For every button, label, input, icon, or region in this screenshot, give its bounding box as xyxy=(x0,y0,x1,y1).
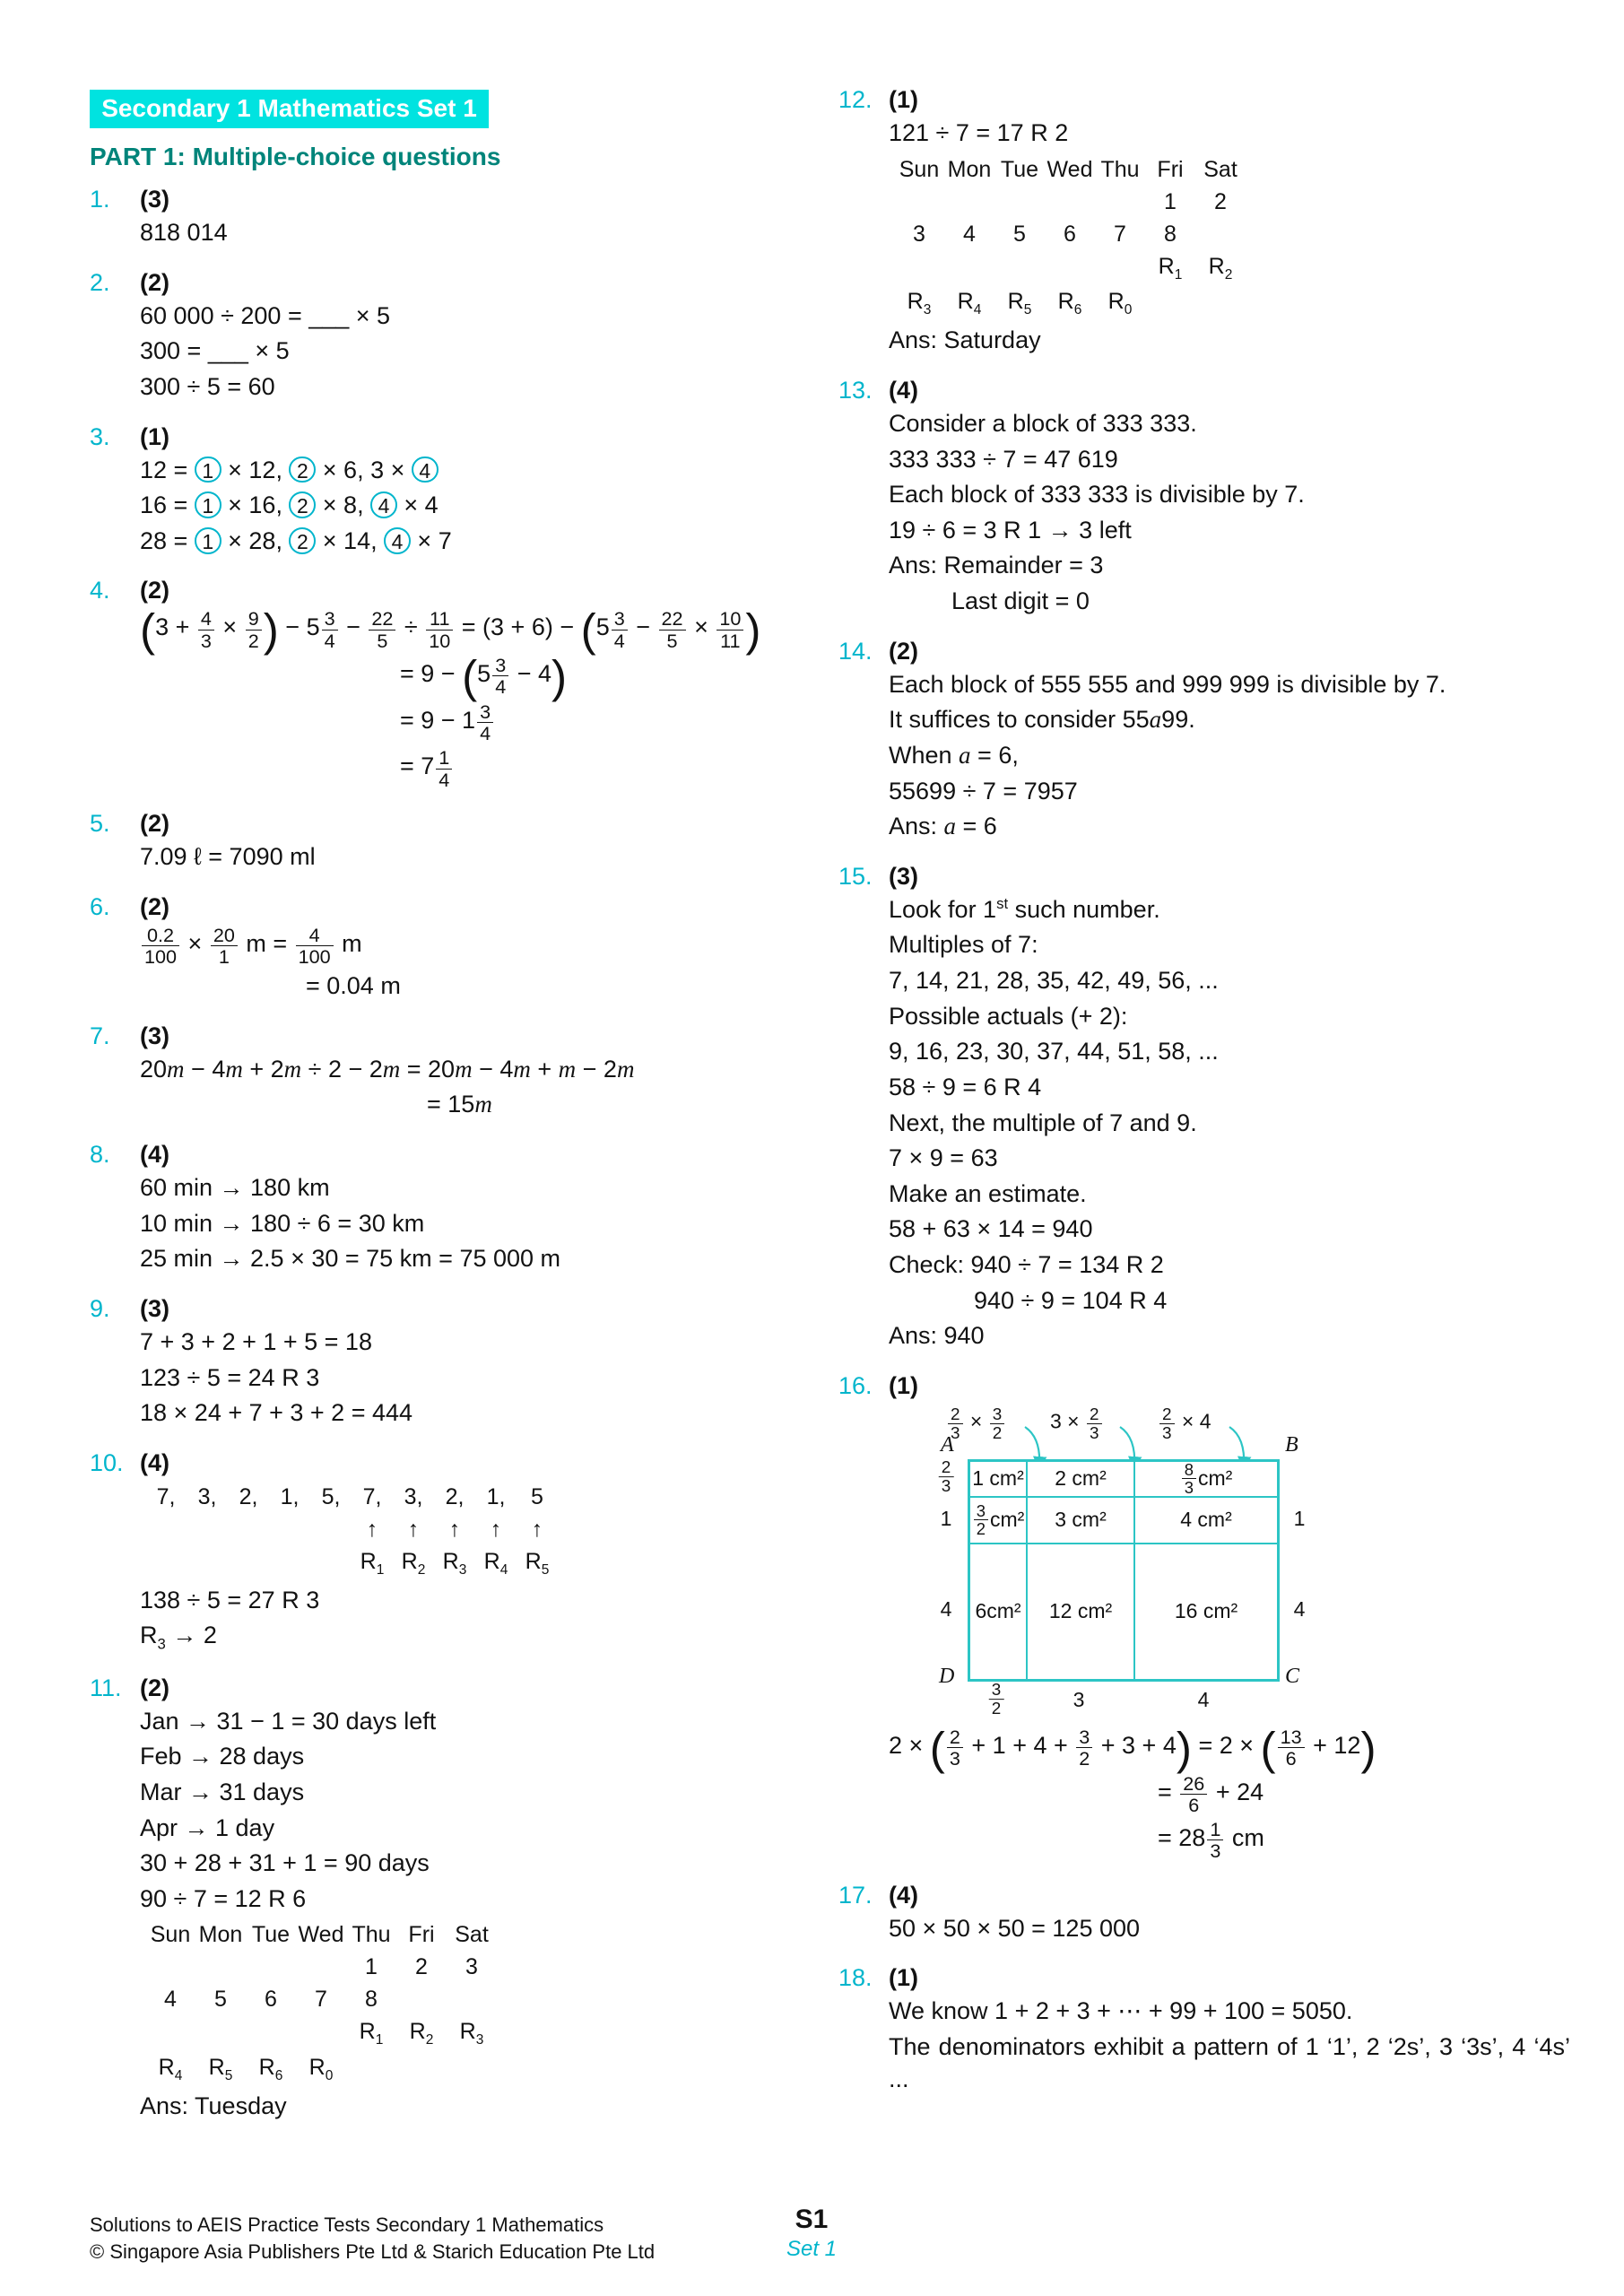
solution-line: = 9 − 1 $\frac{3}{4}$ xyxy=(400,701,807,744)
question-10 xyxy=(90,1449,807,1658)
solution-line: Feb → 28 days xyxy=(140,1743,305,1770)
question-number: 10. xyxy=(90,1448,124,1476)
solution-line: 123 ÷ 5 = 24 R 3 xyxy=(140,1363,320,1391)
question-body xyxy=(140,186,807,253)
diagram-top-label: 3 × $\frac{2}{3}$ xyxy=(1050,1405,1104,1443)
diagram-left-label: 1 xyxy=(940,1506,952,1530)
question-body xyxy=(140,269,807,407)
corner-label-B: B xyxy=(1285,1432,1298,1457)
question-body xyxy=(140,1295,807,1433)
solution-line: 333 333 ÷ 7 = 47 619 xyxy=(889,445,1118,473)
diagram-cell: 1 cm² xyxy=(970,1462,1028,1498)
question-body xyxy=(889,1372,1570,1866)
corner-label-D: D xyxy=(939,1664,955,1688)
solution-line: 60 min → 180 km xyxy=(140,1174,330,1201)
diagram-rectangle xyxy=(968,1459,1280,1682)
table-cell: $R_5$ xyxy=(1007,289,1032,318)
question-1 xyxy=(90,186,807,253)
table-cell xyxy=(310,1545,352,1581)
work-table xyxy=(145,1918,807,2087)
table-cell: 2, xyxy=(239,1483,258,1509)
answer-choice: (3) xyxy=(140,1022,169,1049)
solution-line: Last digit = 0 xyxy=(951,587,1090,615)
question-body xyxy=(140,1674,807,2126)
table-cell xyxy=(228,1545,269,1581)
table-cell: ↑ xyxy=(490,1516,502,1542)
table-cell: 3, xyxy=(197,1483,217,1509)
solution-line: The denominators exhibit a pattern of 1 ‘1’, 2 ‘2s’, 3 ‘3s’, 4 ‘4s’ ... xyxy=(889,2033,1570,2092)
solution-line: 18 × 24 + 7 + 3 + 2 = 444 xyxy=(140,1399,413,1427)
question-number: 16. xyxy=(838,1371,873,1399)
diagram-right-label: 1 xyxy=(1293,1506,1306,1530)
solution-line: Each block of 555 555 and 999 999 is divisible by 7. xyxy=(889,670,1446,698)
diagram-bottom-label: 3 xyxy=(1073,1687,1085,1711)
question-number: 3. xyxy=(90,422,110,450)
table-cell: Sun xyxy=(150,1922,191,1948)
table-cell: ↑ xyxy=(448,1516,461,1542)
part-heading: PART 1: Multiple-choice questions xyxy=(90,143,501,170)
solution-line: It suffices to consider 55a99. xyxy=(889,706,1195,734)
question-number: 5. xyxy=(90,809,110,837)
table-cell: Sat xyxy=(455,1922,489,1948)
table-cell: 6 xyxy=(265,1987,277,2013)
table-cell: $R_0$ xyxy=(1107,289,1133,318)
question-12 xyxy=(838,86,1570,361)
solution-line: = 28 $\frac{1}{3}$ cm xyxy=(1158,1818,1264,1863)
table-cell: 1 xyxy=(365,1954,378,1980)
title-banner xyxy=(90,90,489,128)
question-6 xyxy=(90,893,807,1006)
question-15 xyxy=(838,863,1570,1356)
table-cell xyxy=(187,1513,228,1545)
diagram-cell: 16 cm² xyxy=(1174,1599,1238,1623)
question-17 xyxy=(838,1882,1570,1949)
solution-line: 121 ÷ 7 = 17 R 2 xyxy=(889,119,1069,146)
table-cell xyxy=(269,1513,310,1545)
solution-line: 19 ÷ 6 = 3 R 1 → 3 left xyxy=(889,516,1132,544)
solution-line: Next, the multiple of 7 and 9. xyxy=(889,1109,1197,1136)
table-cell xyxy=(396,1983,447,2015)
solution-line: 20m − 4m + 2m ÷ 2 − 2m = 20m − 4m + m − 2m xyxy=(140,1055,635,1083)
table-cell: 2, xyxy=(445,1483,465,1509)
table-cell xyxy=(944,250,994,286)
right-column xyxy=(838,86,1570,2115)
answer-choice: (3) xyxy=(889,862,918,890)
diagram-bottom-label: $\frac{3}{2}$ xyxy=(987,1681,1006,1718)
question-body xyxy=(889,377,1570,622)
solution-line: = 15m xyxy=(427,1091,492,1118)
question-body xyxy=(140,577,807,794)
table-cell xyxy=(944,186,994,218)
solution-line: $R_3 \to 2$ xyxy=(140,1622,217,1653)
table-cell xyxy=(894,250,944,286)
table-cell: Thu xyxy=(352,1922,391,1948)
table-cell: $R_4$ xyxy=(483,1548,508,1578)
work-table xyxy=(145,1481,807,1581)
diagram-cell: $\frac{3}{2}$ cm² xyxy=(970,1498,1028,1544)
left-column xyxy=(90,90,807,2143)
question-body xyxy=(140,810,807,877)
table-cell: 5 xyxy=(1013,221,1026,247)
question-4 xyxy=(90,577,807,794)
table-cell xyxy=(994,250,1045,286)
solution-line: 58 ÷ 9 = 6 R 4 xyxy=(889,1073,1042,1100)
table-cell: ↑ xyxy=(407,1516,420,1542)
answer-choice: (1) xyxy=(889,1964,918,1992)
solution-line: 10 min → 180 ÷ 6 = 30 km xyxy=(140,1209,425,1237)
solution-line: 7 × 9 = 63 xyxy=(889,1144,998,1172)
solution-line: 7.09 ℓ = 7090 ml xyxy=(140,842,316,870)
question-body xyxy=(889,1964,1570,2099)
answer-choice: (3) xyxy=(140,1294,169,1322)
table-cell xyxy=(187,1545,228,1581)
question-number: 7. xyxy=(90,1022,110,1049)
table-cell: 4 xyxy=(164,1987,177,2013)
solution-line: Multiples of 7: xyxy=(889,931,1038,959)
table-cell: Mon xyxy=(947,156,992,182)
answer-choice: (4) xyxy=(889,376,918,404)
solution-line: 7, 14, 21, 28, 35, 42, 49, 56, ... xyxy=(889,967,1219,995)
questions-left xyxy=(90,186,807,2126)
table-cell xyxy=(145,2015,195,2051)
solution-line: 300 = ___ × 5 xyxy=(140,337,290,365)
solution-line: 818 014 xyxy=(140,219,228,246)
table-cell: 1 xyxy=(1164,188,1177,214)
question-number: 14. xyxy=(838,637,873,665)
answer-choice: (1) xyxy=(889,1371,918,1399)
question-number: 11. xyxy=(90,1674,122,1701)
table-cell xyxy=(396,2051,447,2087)
solution-line: When a = 6, xyxy=(889,741,1019,769)
solution-line: 50 × 50 × 50 = 125 000 xyxy=(889,1914,1141,1942)
answer-choice: (2) xyxy=(140,1674,169,1701)
solution-line: Ans: Remainder = 3 xyxy=(889,552,1104,579)
table-cell: $R_3$ xyxy=(442,1548,467,1578)
answer-choice: (3) xyxy=(140,186,169,213)
table-cell xyxy=(145,1545,187,1581)
diagram-left-label: $\frac{2}{3}$ xyxy=(937,1458,956,1496)
table-cell: Tue xyxy=(1000,156,1039,182)
diagram-left-label: 4 xyxy=(940,1596,952,1621)
table-cell: Tue xyxy=(251,1922,291,1948)
table-cell: Thu xyxy=(1100,156,1140,182)
answer-choice: (1) xyxy=(140,422,169,450)
table-cell: 8 xyxy=(365,1987,378,2013)
table-cell: $R_2$ xyxy=(401,1548,426,1578)
table-cell xyxy=(145,1513,187,1545)
table-cell xyxy=(310,1513,352,1545)
table-cell: 7 xyxy=(315,1987,327,2013)
table-cell xyxy=(228,1513,269,1545)
answer-choice: (2) xyxy=(140,892,169,920)
table-cell: Sat xyxy=(1203,156,1238,182)
solution-line: = 0.04 m xyxy=(306,972,401,1000)
table-cell: $R_5$ xyxy=(208,2055,233,2084)
table-cell xyxy=(1095,186,1145,218)
solution-line: Jan → 31 − 1 = 30 days left xyxy=(140,1707,437,1735)
table-cell: ↑ xyxy=(531,1516,543,1542)
table-cell: Fri xyxy=(408,1922,435,1948)
solution-line: 30 + 28 + 31 + 1 = 90 days xyxy=(140,1849,430,1877)
table-cell xyxy=(447,2051,497,2087)
table-cell: $R_1$ xyxy=(1158,253,1183,283)
table-cell: 2 xyxy=(415,1954,428,1980)
table-cell xyxy=(195,1951,246,1983)
table-cell xyxy=(1045,186,1095,218)
solution-line: 28 = 1 × 28, 2 × 14, 4 × 7 xyxy=(140,526,452,554)
solution-line: 58 + 63 × 14 = 940 xyxy=(889,1215,1093,1243)
area-diagram xyxy=(889,1405,1337,1723)
table-cell: 6 xyxy=(1064,221,1076,247)
table-cell xyxy=(269,1545,310,1581)
table-cell: Wed xyxy=(298,1922,344,1948)
table-cell: 7, xyxy=(156,1483,176,1509)
answer-choice: (2) xyxy=(140,577,169,604)
solution-line: 90 ÷ 7 = 12 R 6 xyxy=(140,1884,307,1912)
question-13 xyxy=(838,377,1570,622)
table-cell: $R_2$ xyxy=(1208,253,1233,283)
solution-line: Apr → 1 day xyxy=(140,1813,275,1841)
question-number: 1. xyxy=(90,186,110,213)
questions-right xyxy=(838,86,1570,2099)
answer-choice: (4) xyxy=(140,1448,169,1476)
table-cell: $R_5$ xyxy=(525,1548,550,1578)
table-cell: 5, xyxy=(321,1483,341,1509)
answer-choice: (4) xyxy=(889,1881,918,1909)
table-cell: $R_2$ xyxy=(409,2019,434,2048)
table-cell: $R_1$ xyxy=(359,2019,384,2048)
question-18 xyxy=(838,1964,1570,2099)
question-9 xyxy=(90,1295,807,1433)
diagram-top-label: $\frac{2}{3}$ × $\frac{3}{2}$ xyxy=(946,1405,1006,1443)
table-cell xyxy=(246,1951,296,1983)
question-number: 15. xyxy=(838,862,873,890)
question-11 xyxy=(90,1674,807,2126)
table-cell xyxy=(195,2015,246,2051)
table-cell: 5 xyxy=(214,1987,227,2013)
solution-line: Make an estimate. xyxy=(889,1179,1087,1207)
table-cell xyxy=(1095,250,1145,286)
solution-line: Ans: Saturday xyxy=(889,326,1041,354)
solution-line: 16 = 1 × 16, 2 × 8, 4 × 4 xyxy=(140,491,439,519)
question-number: 17. xyxy=(838,1881,873,1909)
table-cell: Mon xyxy=(198,1922,243,1948)
question-number: 8. xyxy=(90,1141,110,1168)
question-number: 18. xyxy=(838,1964,873,1992)
solution-line: Check: 940 ÷ 7 = 134 R 2 xyxy=(889,1251,1164,1279)
question-8 xyxy=(90,1141,807,1279)
table-cell: 4 xyxy=(963,221,976,247)
solution-line: = $\frac{26}{6}$ + 24 xyxy=(1158,1771,1264,1816)
solution-line: $\frac{0.2}{100}$ × $\frac{20}{1}$ m = $\frac{4}{100}$ m xyxy=(140,925,807,968)
corner-label-C: C xyxy=(1285,1664,1300,1688)
diagram-cell: $\frac{8}{3}$ cm² xyxy=(1135,1462,1277,1498)
solution-line: 25 min → 2.5 × 30 = 75 km = 75 000 m xyxy=(140,1245,561,1273)
table-cell: 2 xyxy=(1214,188,1227,214)
table-cell: Fri xyxy=(1157,156,1184,182)
solution-line: 300 ÷ 5 = 60 xyxy=(140,372,275,400)
solution-line: 138 ÷ 5 = 27 R 3 xyxy=(140,1586,320,1613)
footer-line1: Solutions to AEIS Practice Tests Secondary 1 Mathematics xyxy=(90,2213,604,2236)
page-code: S1 xyxy=(795,2205,829,2234)
table-cell: 8 xyxy=(1164,221,1177,247)
solution-line: Each block of 333 333 is divisible by 7. xyxy=(889,481,1305,509)
table-cell: $R_0$ xyxy=(308,2055,334,2084)
solution-line: Consider a block of 333 333. xyxy=(889,409,1197,437)
table-cell: $R_4$ xyxy=(957,289,982,318)
solution-line: 940 ÷ 9 = 104 R 4 xyxy=(974,1286,1168,1314)
table-cell xyxy=(1195,285,1246,321)
footer xyxy=(90,2212,655,2265)
work-table xyxy=(894,153,1570,322)
table-cell: 5 xyxy=(531,1483,543,1509)
table-cell xyxy=(1195,218,1246,250)
diagram-cell: 6cm² xyxy=(970,1544,1028,1679)
answer-choice: (2) xyxy=(140,268,169,296)
table-cell: 3 xyxy=(465,1954,478,1980)
solution-line: = 7 $\frac{1}{4}$ xyxy=(400,747,807,790)
answer-choice: (2) xyxy=(140,809,169,837)
solution-line: Ans: 940 xyxy=(889,1322,985,1350)
question-body xyxy=(140,893,807,1006)
diagram-cell: 12 cm² xyxy=(1028,1544,1135,1679)
question-7 xyxy=(90,1022,807,1125)
table-cell: $R_3$ xyxy=(459,2019,484,2048)
table-cell xyxy=(1045,250,1095,286)
solution-line: 9, 16, 23, 30, 37, 44, 51, 58, ... xyxy=(889,1038,1219,1065)
solution-line: Ans: Tuesday xyxy=(140,2092,287,2120)
answer-choice: (4) xyxy=(140,1141,169,1168)
diagram-bottom-label: 4 xyxy=(1197,1687,1210,1711)
question-2 xyxy=(90,269,807,407)
table-cell: 3, xyxy=(404,1483,423,1509)
question-number: 6. xyxy=(90,892,110,920)
question-5 xyxy=(90,810,807,877)
solution-line: 55699 ÷ 7 = 7957 xyxy=(889,777,1078,804)
diagram-right-label: 4 xyxy=(1293,1596,1306,1621)
question-14 xyxy=(838,638,1570,847)
footer-line2: © Singapore Asia Publishers Pte Ltd & Starich Education Pte Ltd xyxy=(90,2239,656,2263)
question-number: 9. xyxy=(90,1294,110,1322)
solution-line: 2 × ( $\frac{2}{3}$ + 1 + 4 + $\frac{3}{2}$ + 3 + 4) = 2 × ( $\frac{13}{6}$ + 12) xyxy=(889,1723,1376,1775)
question-number: 12. xyxy=(838,86,873,113)
question-body xyxy=(140,1449,807,1658)
solution-line: Mar → 31 days xyxy=(140,1778,305,1805)
question-16 xyxy=(838,1372,1570,1866)
table-cell: 7, xyxy=(362,1483,382,1509)
question-body xyxy=(889,1882,1570,1949)
corner-label-A: A xyxy=(941,1432,954,1457)
diagram-cell: 4 cm² xyxy=(1135,1498,1277,1544)
question-body xyxy=(140,1141,807,1279)
set-label: Set 1 xyxy=(786,2237,838,2261)
table-cell xyxy=(994,186,1045,218)
diagram-top-label: $\frac{2}{3}$ × 4 xyxy=(1158,1405,1211,1443)
solution-line: Look for 1st such number. xyxy=(889,894,1160,923)
table-cell: $R_3$ xyxy=(907,289,932,318)
question-body xyxy=(140,423,807,561)
footer-page-code xyxy=(786,2205,837,2262)
diagram-cell: 2 cm² xyxy=(1028,1462,1135,1498)
solution-line: Ans: a = 6 xyxy=(889,813,997,840)
solution-line: = 9 − (5 $\frac{3}{4}$ − 4) xyxy=(400,651,568,703)
table-cell xyxy=(246,2015,296,2051)
question-number: 13. xyxy=(838,376,873,404)
table-cell: ↑ xyxy=(366,1516,378,1542)
question-number: 2. xyxy=(90,268,110,296)
solution-line: We know 1 + 2 + 3 + ⋯ + 99 + 100 = 5050. xyxy=(889,1997,1353,2025)
table-cell: $R_6$ xyxy=(1057,289,1082,318)
table-cell: $R_4$ xyxy=(158,2055,183,2084)
table-cell: 7 xyxy=(1114,221,1126,247)
diagram-cell: 3 cm² xyxy=(1028,1498,1135,1544)
table-cell: 3 xyxy=(913,221,925,247)
solution-line: 12 = 1 × 12, 2 × 6, 3 × 4 xyxy=(140,455,807,487)
question-body xyxy=(889,638,1570,847)
table-cell xyxy=(346,2051,396,2087)
solution-line: Possible actuals (+ 2): xyxy=(889,1002,1128,1030)
table-cell xyxy=(296,1951,346,1983)
table-cell xyxy=(296,2015,346,2051)
question-number: 4. xyxy=(90,577,110,604)
banner-title: Secondary 1 Mathematics Set 1 xyxy=(101,94,477,122)
table-cell: Wed xyxy=(1046,156,1093,182)
table-cell: Sun xyxy=(899,156,940,182)
question-body xyxy=(140,1022,807,1125)
question-body xyxy=(889,863,1570,1356)
answer-choice: (1) xyxy=(889,86,918,113)
table-cell xyxy=(145,1951,195,1983)
table-cell xyxy=(894,186,944,218)
question-3 xyxy=(90,423,807,561)
table-cell xyxy=(447,1983,497,2015)
table-cell: 1, xyxy=(280,1483,300,1509)
answer-choice: (2) xyxy=(889,637,918,665)
solution-line: (3 + $\frac{4}{3}$ × $\frac{9}{2}$ ) − 5 $\frac{3}{4}$ − $\frac{22}{5}$ ÷ $\frac{11}{10}$ = (3 + 6) − (5 $\frac{3}{4}$ − $\frac{22}{5}$ × $\frac{10}{11}$ ) xyxy=(140,604,761,657)
table-cell: 1, xyxy=(486,1483,506,1509)
question-body xyxy=(889,86,1570,361)
table-cell: $R_6$ xyxy=(258,2055,283,2084)
table-cell xyxy=(1145,285,1195,321)
solution-line: 7 + 3 + 2 + 1 + 5 = 18 xyxy=(140,1327,372,1355)
solution-line: 60 000 ÷ 200 = ___ × 5 xyxy=(140,301,391,329)
table-cell: $R_1$ xyxy=(360,1548,385,1578)
